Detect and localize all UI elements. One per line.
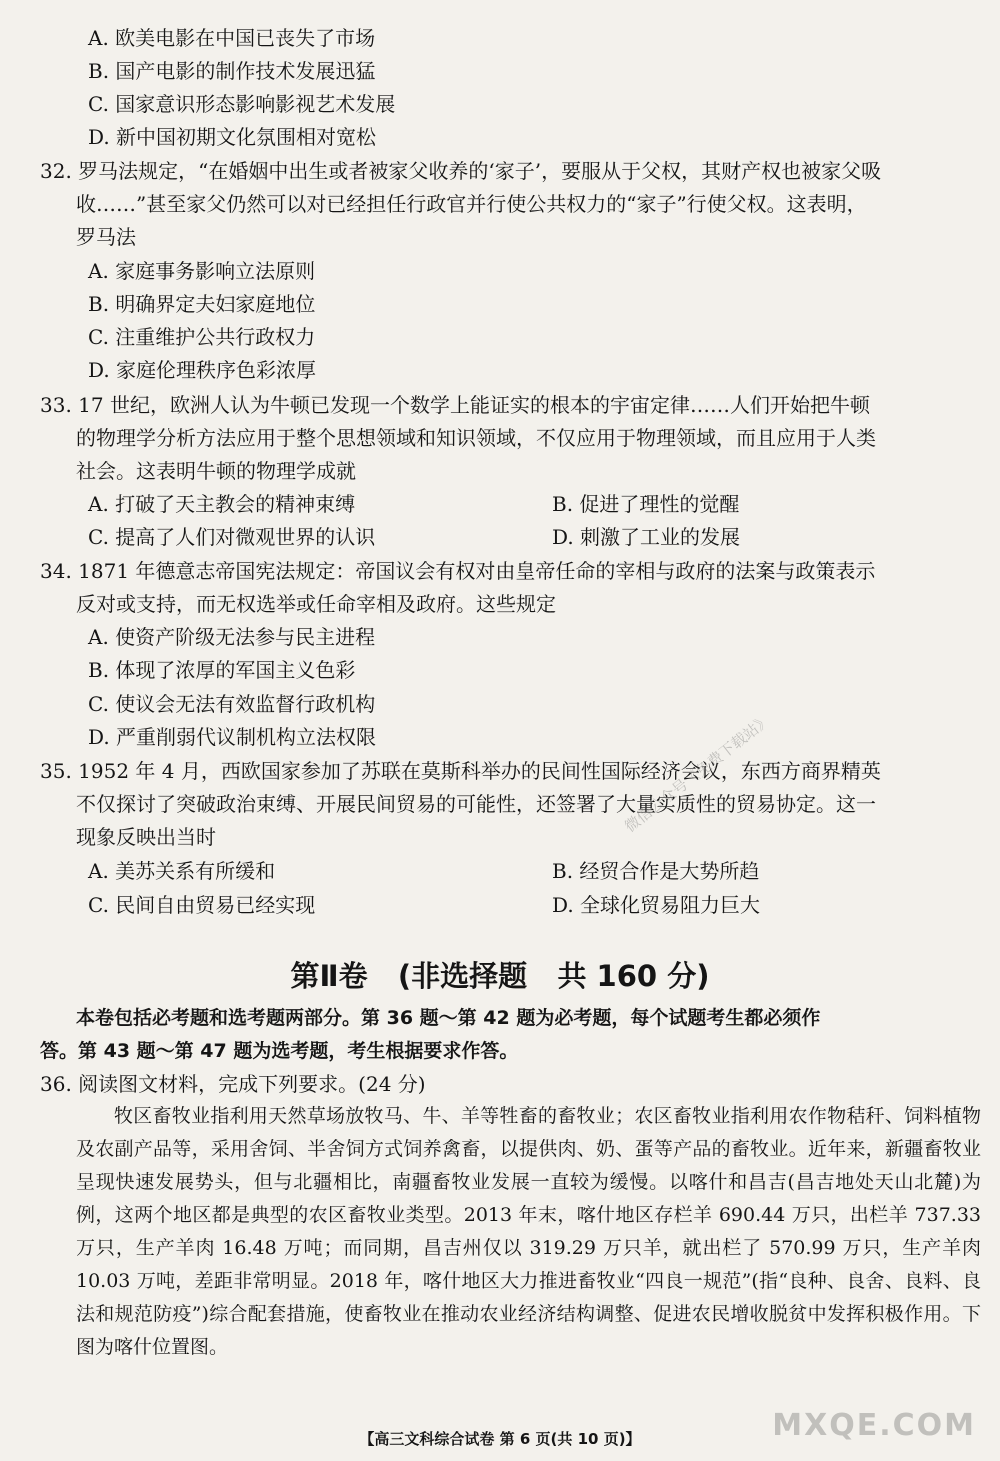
q35-stem-line-1: 35. 1952 年 4 月，西欧国家参加了苏联在莫斯科举办的民间性国际经济会议，东西方商界精英 [40,759,881,783]
q35-option-c: C. 民间自由贸易已经实现 [88,893,316,917]
q35-stem-line-3: 现象反映出当时 [76,825,216,849]
q34-stem-line-2: 反对或支持，而无权选举或任命宰相及政府。这些规定 [76,592,556,616]
q31-option-c: C. 国家意识形态影响影视艺术发展 [88,92,396,116]
q34-option-b: B. 体现了浓厚的军国主义色彩 [88,658,356,682]
q34-stem-line-1: 34. 1871 年德意志帝国宪法规定：帝国议会有权对由皇帝任命的宰相与政府的法案与政策表示 [40,559,876,583]
q32-stem-line-2: 收……”甚至家父仍然可以对已经担任行政官并行使公共权力的“家子”行使父权。这表明， [76,192,867,216]
q36-material: 牧区畜牧业指利用天然草场放牧马、牛、羊等牲畜的畜牧业；农区畜牧业指利用农作物秸秆、饲料植物及农副产品等，采用舍饲、半舍饲方式饲养禽畜，以提供肉、奶、蛋等产品的畜牧业。近年来，新疆畜牧业呈现快速发展势头，但与北疆相比，南疆畜牧业发展一直较为缓慢。以喀什和昌吉(昌吉地处天山北麓)为例，这两个地区都是典型的农区畜牧业类型。2013 年末，喀什地区存栏羊 690.44 万只，出栏羊 737.33 万只，生产羊肉 16.48 万吨；而同期，昌吉州仅以 319.29 万只羊，就出栏了 570.99 万只，生产羊肉 10.03 万吨，差距非常明显。2018 年，喀什地区大力推进畜牧业“四良一规范”(指“良种、良舍、良料、良法和规范防疫”)综合配套措施，使畜牧业在推动农业经济结构调整、促进农民增收脱贫中发挥积极作用。下图为喀什位置图。 [76,1105,981,1358]
q32-option-c: C. 注重维护公共行政权力 [88,325,316,349]
q33-option-a: A. 打破了天主教会的精神束缚 [88,492,356,516]
q33-stem-line-3: 社会。这表明牛顿的物理学成就 [76,459,356,483]
q34-option-a: A. 使资产阶级无法参与民主进程 [88,625,376,649]
q31-option-d: D. 新中国初期文化氛围相对宽松 [88,125,377,149]
q31-option-b: B. 国产电影的制作技术发展迅猛 [88,59,376,83]
q33-option-c: C. 提高了人们对微观世界的认识 [88,525,376,549]
q32-stem-line-3: 罗马法 [76,225,136,249]
q35-option-b: B. 经贸合作是大势所趋 [552,859,760,883]
q32-option-b: B. 明确界定夫妇家庭地位 [88,292,316,316]
q33-option-b: B. 促进了理性的觉醒 [552,492,740,516]
q35-stem-line-2: 不仅探讨了突破政治束缚、开展民间贸易的可能性，还签署了大量实质性的贸易协定。这一 [76,792,876,816]
watermark-text: 微信公众号《免费下载站》 [621,710,775,836]
q32-option-d: D. 家庭伦理秩序色彩浓厚 [88,358,317,382]
q32-stem-line-1: 32. 罗马法规定，“在婚姻中出生或者被家父收养的‘家子’，要服从于父权，其财产权也被家父吸 [40,159,882,183]
section-2-intro-line-1: 本卷包括必考题和选考题两部分。第 36 题～第 42 题为必考题，每个试题考生都必须作 [76,1007,821,1029]
q33-option-d: D. 刺激了工业的发展 [552,525,741,549]
page-footer: 【高三文科综合试卷 第 6 页(共 10 页)】 [359,1430,641,1448]
q35-option-a: A. 美苏关系有所缓和 [88,859,276,883]
q33-stem-line-2: 的物理学分析方法应用于整个思想领域和知识领域，不仅应用于物理领域，而且应用于人类 [76,426,876,450]
q36-stem: 36. 阅读图文材料，完成下列要求。(24 分) [40,1072,426,1096]
q33-stem-line-1: 33. 17 世纪，欧洲人认为牛顿已发现一个数学上能证实的根本的宇宙定律……人们开始把牛顿 [40,393,870,417]
section-2-intro-line-2: 答。第 43 题～第 47 题为选考题，考生根据要求作答。 [40,1040,519,1062]
q34-option-c: C. 使议会无法有效监督行政机构 [88,692,376,716]
q31-option-a: A. 欧美电影在中国已丧失了市场 [88,26,376,50]
q34-option-d: D. 严重削弱代议制机构立法权限 [88,725,377,749]
q32-option-a: A. 家庭事务影响立法原则 [88,259,316,283]
watermark-logo: MXQE.COM [772,1408,976,1443]
q35-option-d: D. 全球化贸易阻力巨大 [552,893,761,917]
section-2-heading: 第Ⅱ卷 (非选择题 共 160 分) [290,959,710,993]
